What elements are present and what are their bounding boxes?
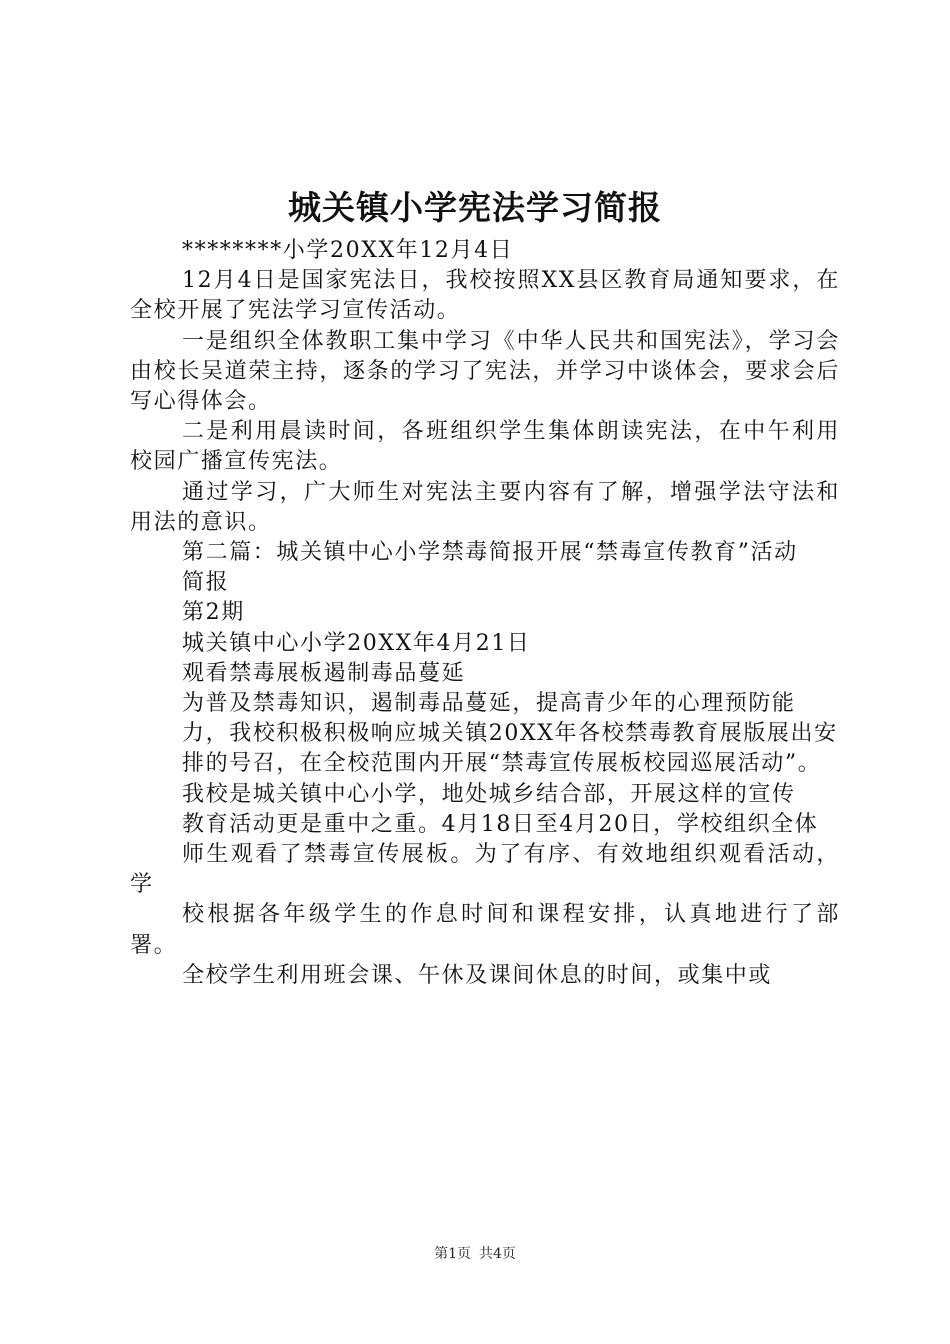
page-number: 第1页 (434, 1246, 471, 1262)
document-title: 城关镇小学宪法学习简报 (288, 188, 662, 227)
document-body (130, 236, 840, 991)
paragraph: 校根据各年级学生的作息时间和课程安排，认真地进行了部署。 (130, 902, 840, 958)
paragraph: 观看禁毒展板遏制毒品蔓延 (182, 660, 466, 686)
paragraph: 第二篇：城关镇中心小学禁毒简报开展“禁毒宣传教育”活动 (182, 540, 798, 566)
paragraph: 为普及禁毒知识，遏制毒品蔓延，提高青少年的心理预防能 (182, 691, 796, 717)
paragraph: 简报 (182, 570, 230, 596)
paragraph: 一是组织全体教职工集中学习《中华人民共和国宪法》，学习会由校长吴道荣主持，逐条的学习了宪法，并学习中谈体会，要求会后写心得体会。 (130, 328, 840, 415)
paragraph: 二是利用晨读时间，各班组织学生集体朗读宪法，在中午利用校园广播宣传宪法。 (130, 419, 840, 475)
paragraph: 师生观看了禁毒宣传展板。为了有序、有效地组织观看活动，学 (130, 842, 840, 898)
paragraph: 力，我校积极积极响应城关镇20XX年各校禁毒教育展版展出安 (182, 721, 838, 747)
paragraph: 排的号召，在全校范围内开展“禁毒宣传展板校园巡展活动”。 (182, 751, 822, 777)
paragraph: 教育活动更是重中之重。4月18日至4月20日，学校组织全体 (182, 811, 819, 837)
paragraph: 通过学习，广大师生对宪法主要内容有了解，增强学法守法和用法的意识。 (130, 479, 840, 535)
paragraph: 城关镇中心小学20XX年4月21日 (182, 630, 531, 656)
paragraph: 全校学生利用班会课、午休及课间休息的时间，或集中或 (182, 962, 773, 988)
page-footer (0, 1244, 950, 1264)
page-total: 共4页 (479, 1246, 516, 1262)
paragraph: 我校是城关镇中心小学，地处城乡结合部，开展这样的宣传 (182, 781, 796, 807)
paragraph: 第2期 (182, 600, 245, 626)
paragraph: 12月4日是国家宪法日，我校按照XX县区教育局通知要求，在全校开展了宪法学习宣传活动。 (130, 268, 840, 324)
paragraph: ********小学20XX年12月4日 (182, 238, 514, 263)
